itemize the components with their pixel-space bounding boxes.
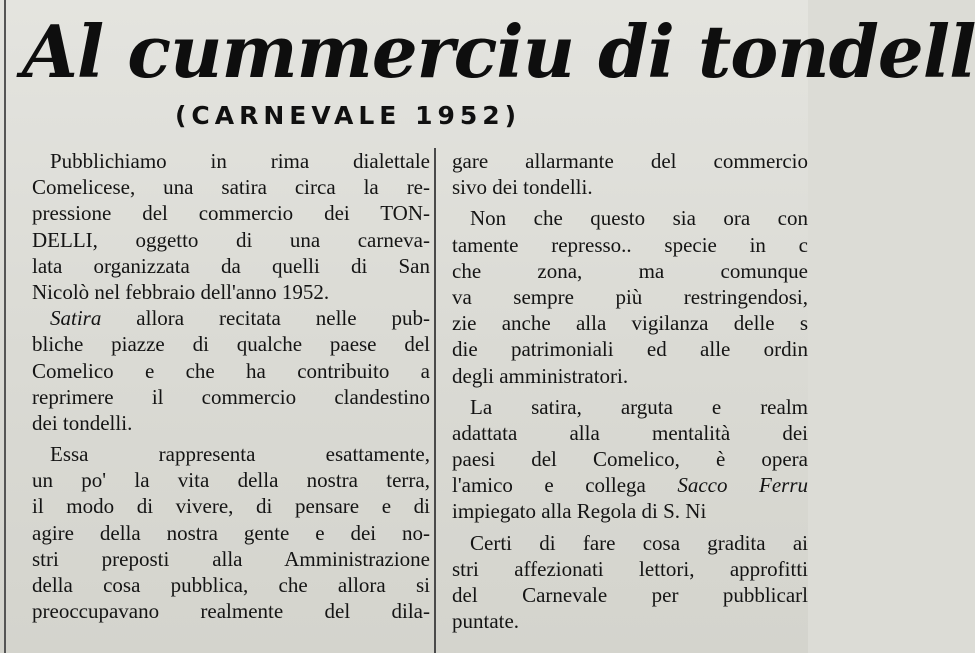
text-line: agire della nostra gente e dei no- <box>32 520 430 545</box>
text-line: DELLI, oggetto di una carneva- <box>32 227 430 252</box>
text-line: stri preposti alla Amministrazione <box>32 546 430 571</box>
text-line: lata organizzata da quelli di San <box>32 253 430 278</box>
article-title: Al cummerciu di tondell <box>22 9 975 94</box>
text-line: un po' la vita della nostra terra, <box>32 468 430 493</box>
text-line: gare allarmante del commercio <box>452 149 808 173</box>
text-line: tamente represso.. specie in c <box>452 232 808 257</box>
text-line: del Carnevale per pubblicarl <box>452 583 808 607</box>
text-line: paesi del Comelico, è opera <box>452 447 808 472</box>
text-line: Essa rappresenta esattamente, <box>50 442 430 467</box>
text-line: preoccupavano realmente del dila- <box>32 599 430 624</box>
text-line: puntate. <box>452 609 520 634</box>
text-line: degli amministratori. <box>452 363 629 388</box>
article-subtitle: (CARNEVALE 1952) <box>175 101 522 130</box>
text-line: Comelico e che ha contribuito a <box>32 358 430 383</box>
text-line: sivo dei tondelli. <box>452 175 593 200</box>
text-line: pressione del commercio dei TON- <box>32 201 430 226</box>
text-line: Non che questo sia ora con <box>470 206 808 231</box>
left-column <box>32 148 430 624</box>
text-line: bliche piazze di qualche paese del <box>32 332 430 357</box>
text-line: Satira allora recitata nelle pub- <box>50 306 430 331</box>
column-divider <box>434 148 436 653</box>
text-line: reprimere il commercio clandestino <box>32 384 430 409</box>
text-line: Pubblichiamo in rima dialettale <box>50 149 430 173</box>
text-line: dei tondelli. <box>32 410 133 435</box>
text-line: va sempre più restringendosi, <box>452 284 808 309</box>
text-line: die patrimoniali ed alle ordin <box>452 337 808 362</box>
text-line: l'amico e collega Sacco Ferru <box>452 473 808 498</box>
text-line: adattata alla mentalità dei <box>452 420 808 445</box>
left-edge-rule <box>4 0 6 653</box>
text-line: Nicolò nel febbraio dell'anno 1952. <box>32 279 330 304</box>
text-line: Comelicese, una satira circa la re- <box>32 175 430 200</box>
text-line: zie anche alla vigilanza delle s <box>452 311 808 336</box>
text-line: della cosa pubblica, che allora si <box>32 573 430 597</box>
text-line: il modo di vivere, di pensare e di <box>32 494 430 519</box>
right-column <box>452 148 808 634</box>
text-line: La satira, arguta e realm <box>470 394 808 419</box>
text-line: che zona, ma comunque <box>452 258 808 283</box>
text-line: impiegato alla Regola di S. Ni <box>452 499 707 524</box>
text-line: stri affezionati lettori, approfitti <box>452 556 808 581</box>
text-line: Certi di fare cosa gradita ai <box>470 530 808 555</box>
